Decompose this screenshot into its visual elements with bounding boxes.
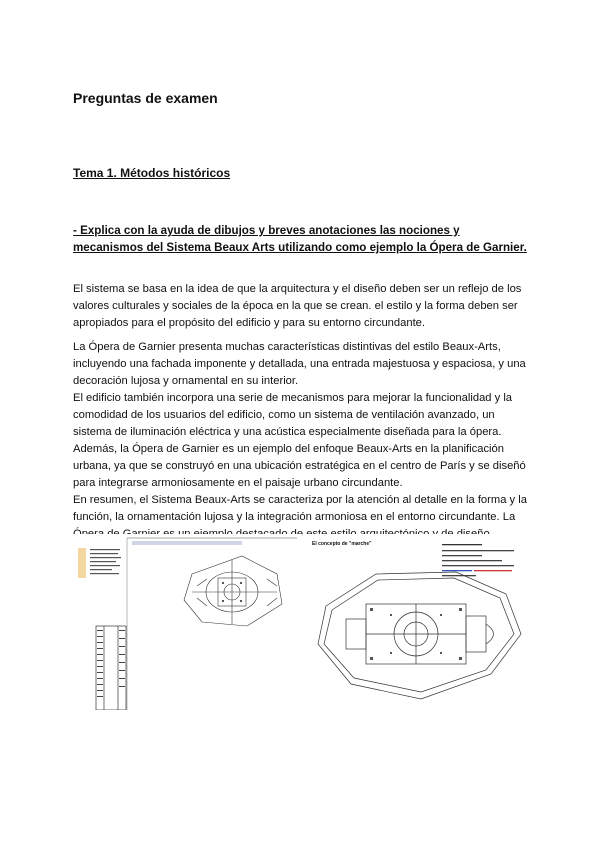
body-line-1: La Ópera de Garnier presenta muchas características distintivas del estilo Beaux-Arts, incluyendo una fachada imponente y detallada, una entrada majestuosa y espaciosa, y una decoración lujosa y ornamental en su interior.: [73, 341, 526, 387]
body-line-4: En resumen, el Sistema Beaux-Arts se caracteriza por la atención al detalle en la forma y la función, la ornamentación lujosa y la integración armoniosa en el entorno circundante. La: [73, 494, 527, 523]
figure-right-caption: El concepto de "marche": [312, 541, 372, 547]
exam-question: - Explica con la ayuda de dibujos y breves anotaciones las nociones y mecanismos del Sistema Beaux Arts utilizando como ejemplo la Ópera de Garnier.: [73, 224, 527, 254]
plan-drawing-left: [72, 534, 302, 710]
figure-left-plans: [72, 534, 302, 710]
page-title: Preguntas de examen: [73, 90, 218, 106]
marche-plan-drawing: [306, 534, 536, 714]
topic-heading: Tema 1. Métodos históricos: [73, 166, 231, 180]
body-line-2: El edificio también incorpora una serie de mecanismos para mejorar la funcionalidad y la comodidad de los usuarios del edificio, como un sistema de ventilación avanzado, un sistema de iluminación eléctrica y una acústica especialmente diseñada para la ópera.: [73, 392, 513, 438]
body-line-3: Además, la Ópera de Garnier es un ejemplo del enfoque Beaux-Arts en la planificación urbana, ya que se construyó en una ubicación estratégica en el centro de París y se diseñó para integrarse armoniosamente en el paisaje urbano circundante.: [73, 443, 526, 489]
figure-right-marche: [306, 534, 536, 714]
paragraph-body: [73, 339, 533, 543]
paragraph-intro: El sistema se basa en la idea de que la arquitectura y el diseño deben ser un reflejo de los valores culturales y sociales de la época en la que se crean. el estilo y la forma deben ser apropiados para el propósito del edificio y para su entorno circundante.: [73, 283, 522, 329]
